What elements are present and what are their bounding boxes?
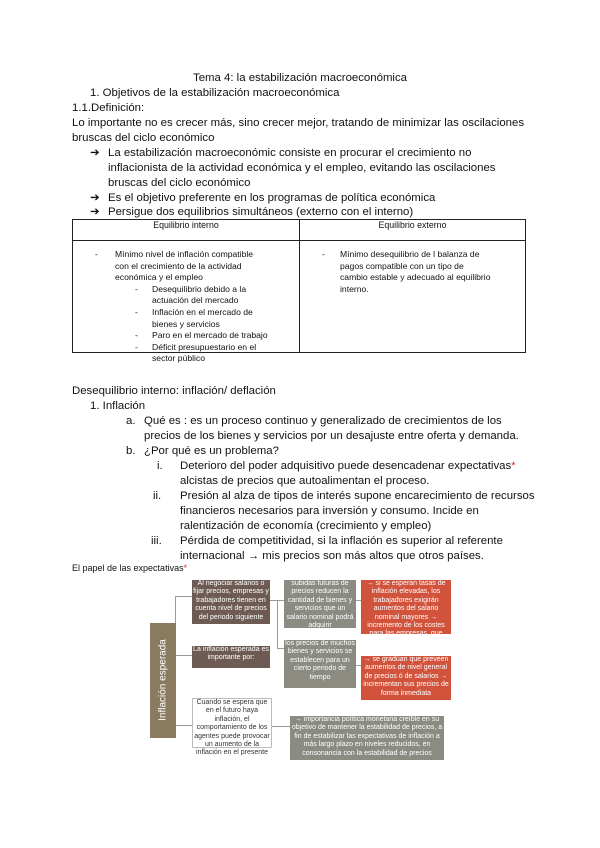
arrow-icon: ➔ <box>90 147 100 159</box>
star-mark: * <box>183 563 188 573</box>
dash: - <box>135 307 138 317</box>
internal-line: con el crecimiento de la actividad <box>115 260 242 271</box>
item-label: b. <box>126 445 136 457</box>
arrow-icon: ➔ <box>90 192 100 204</box>
external-cell <box>300 241 526 353</box>
diagram-box-prices: los precios de muchos bienes y servicios se establecen para un cierto periodo de tiempo <box>284 640 356 688</box>
internal-sub-line: Paro en el mercado de trabajo <box>152 330 268 341</box>
external-line: interno. <box>340 283 369 294</box>
problem-line: Presión al alza de tipos de interés supone encarecimiento de recursos <box>180 490 535 502</box>
external-line: pagos compatible con un tipo de <box>340 260 464 271</box>
internal-sub-line: Inflación en el mercado de <box>152 307 253 317</box>
internal-sub-line: bienes y servicios <box>152 318 220 329</box>
internal-line: Mínimo nivel de inflación compatible <box>115 249 254 259</box>
internal-sub-line: actuación del mercado <box>152 295 239 306</box>
problem-line: internacional → mis precios son más altos que otros países. <box>180 550 484 562</box>
page-title: Tema 4: la estabilización macroeconómica <box>193 72 407 84</box>
diagram-box-price-rise: → se gradúan que preveen aumentos de nivel general de precios ó de salarios → incrementan sus precios de forma inmediata <box>361 656 451 700</box>
diagram-box-negotiation: Al negociar salarios o fijar precios, empresas y trabajadores tienen en cuenta nivel de precios del periodo siguiente <box>192 580 270 624</box>
dash: - <box>135 283 138 294</box>
table-header-external: Equilibrio externo <box>300 220 526 241</box>
item-label: a. <box>126 415 136 427</box>
dash: - <box>95 249 98 259</box>
inflation-heading: 1. Inflación <box>90 400 146 412</box>
diagram-box-monetary: → importancia política monetaria creíble en su objetivo de mantener la estabilidad de precios, a fin de estabilizar las expectativas de inflación a más largo plazo en niveles reducidos, en consonancia con la estabilidad de precios <box>290 716 444 760</box>
dash: - <box>135 330 138 341</box>
external-line: Mínimo desequilibrio de l balanza de <box>340 249 480 259</box>
item-b-line: ¿Por qué es un problema? <box>144 445 279 457</box>
expectations-heading: El papel de las expectativas* <box>72 563 188 573</box>
star-mark: * <box>511 460 516 472</box>
problem-line: Deterioro del poder adquisitivo puede desencadenar expectativas* <box>180 460 516 472</box>
problem-num: ii. <box>153 490 162 502</box>
diagram-box-high-inflation: → si se esperan tasas de inflación elevadas, los trabajadores exigirán aumentos del salario nominal mayores → incremento de los costes para las empresas, que trasladan a consumidores en forma de subidas de precios <box>361 580 451 655</box>
table-header-internal: Equilibrio interno <box>73 220 300 241</box>
internal-sub-line: Déficit presupuestario en el <box>152 341 257 352</box>
bullet-line: inflacionista de la actividad económica y el empleo, evitando las oscilaciones <box>108 162 496 174</box>
bullet-line: Persigue dos equilibrios simultáneos (externo con el interno) <box>108 206 414 218</box>
item-a-line: precios de los bienes y servicios por un desajuste entre oferta y demanda. <box>144 430 519 442</box>
bullet-line: La estabilización macroeconómic consiste en procurar el crecimiento no <box>108 147 472 159</box>
bullet-line: bruscas del ciclo económico <box>108 177 251 189</box>
equilibrium-table <box>72 219 526 364</box>
definition-text-line: bruscas del ciclo económico <box>72 132 215 144</box>
internal-line: económica y el empleo <box>115 272 203 283</box>
deseq-heading: Desequilibrio interno: inflación/ deflación <box>72 385 276 397</box>
item-a-line: Qué es : es un proceso continuo y generalizado de crecimientos de los <box>144 415 502 427</box>
problem-num: i. <box>157 460 163 472</box>
diagram-box-importance: La inflación esperada es importante por: <box>192 646 270 668</box>
problem-line: Pérdida de competitividad, si la inflación es superior al referente <box>180 535 503 547</box>
problem-line: alcistas de precios que autoalimentan el proceso. <box>180 475 430 487</box>
definition-text-line: Lo importante no es crecer más, sino crecer mejor, tratando de minimizar las oscilaciones <box>72 117 525 129</box>
internal-cell <box>73 241 300 364</box>
section-heading: 1. Objetivos de la estabilización macroeconómica <box>90 87 340 99</box>
internal-sub-line: Desequilibrio debido a la <box>152 283 247 294</box>
diagram-root: Inflación esperada <box>150 623 176 738</box>
problem-num: iii. <box>151 535 162 547</box>
dash: - <box>135 341 138 352</box>
external-line: cambio estable y adecuado al equilibrio <box>340 272 491 283</box>
problem-line: financieros necesarios para inversión y consumo. Incide en <box>180 505 479 517</box>
internal-sub-line: sector público <box>152 353 206 364</box>
bullet-line: Es el objetivo preferente en los programas de política económica <box>108 192 436 204</box>
problem-line: ralentización de economía (crecimiento y empleo) <box>180 520 432 532</box>
diagram-box-future: Cuando se espera que en el futuro haya inflación, el comportamiento de los agentes puede provocar un aumento de la inflación en el presente <box>192 698 272 748</box>
diagram-box-salary: subidas futuras de precios reducen la cantidad de bienes y servicios que un salario nominal podrá adquirir <box>284 580 356 628</box>
dash: - <box>322 249 325 259</box>
arrow-icon: ➔ <box>90 206 100 218</box>
definition-heading: 1.1.Definición: <box>72 102 145 114</box>
